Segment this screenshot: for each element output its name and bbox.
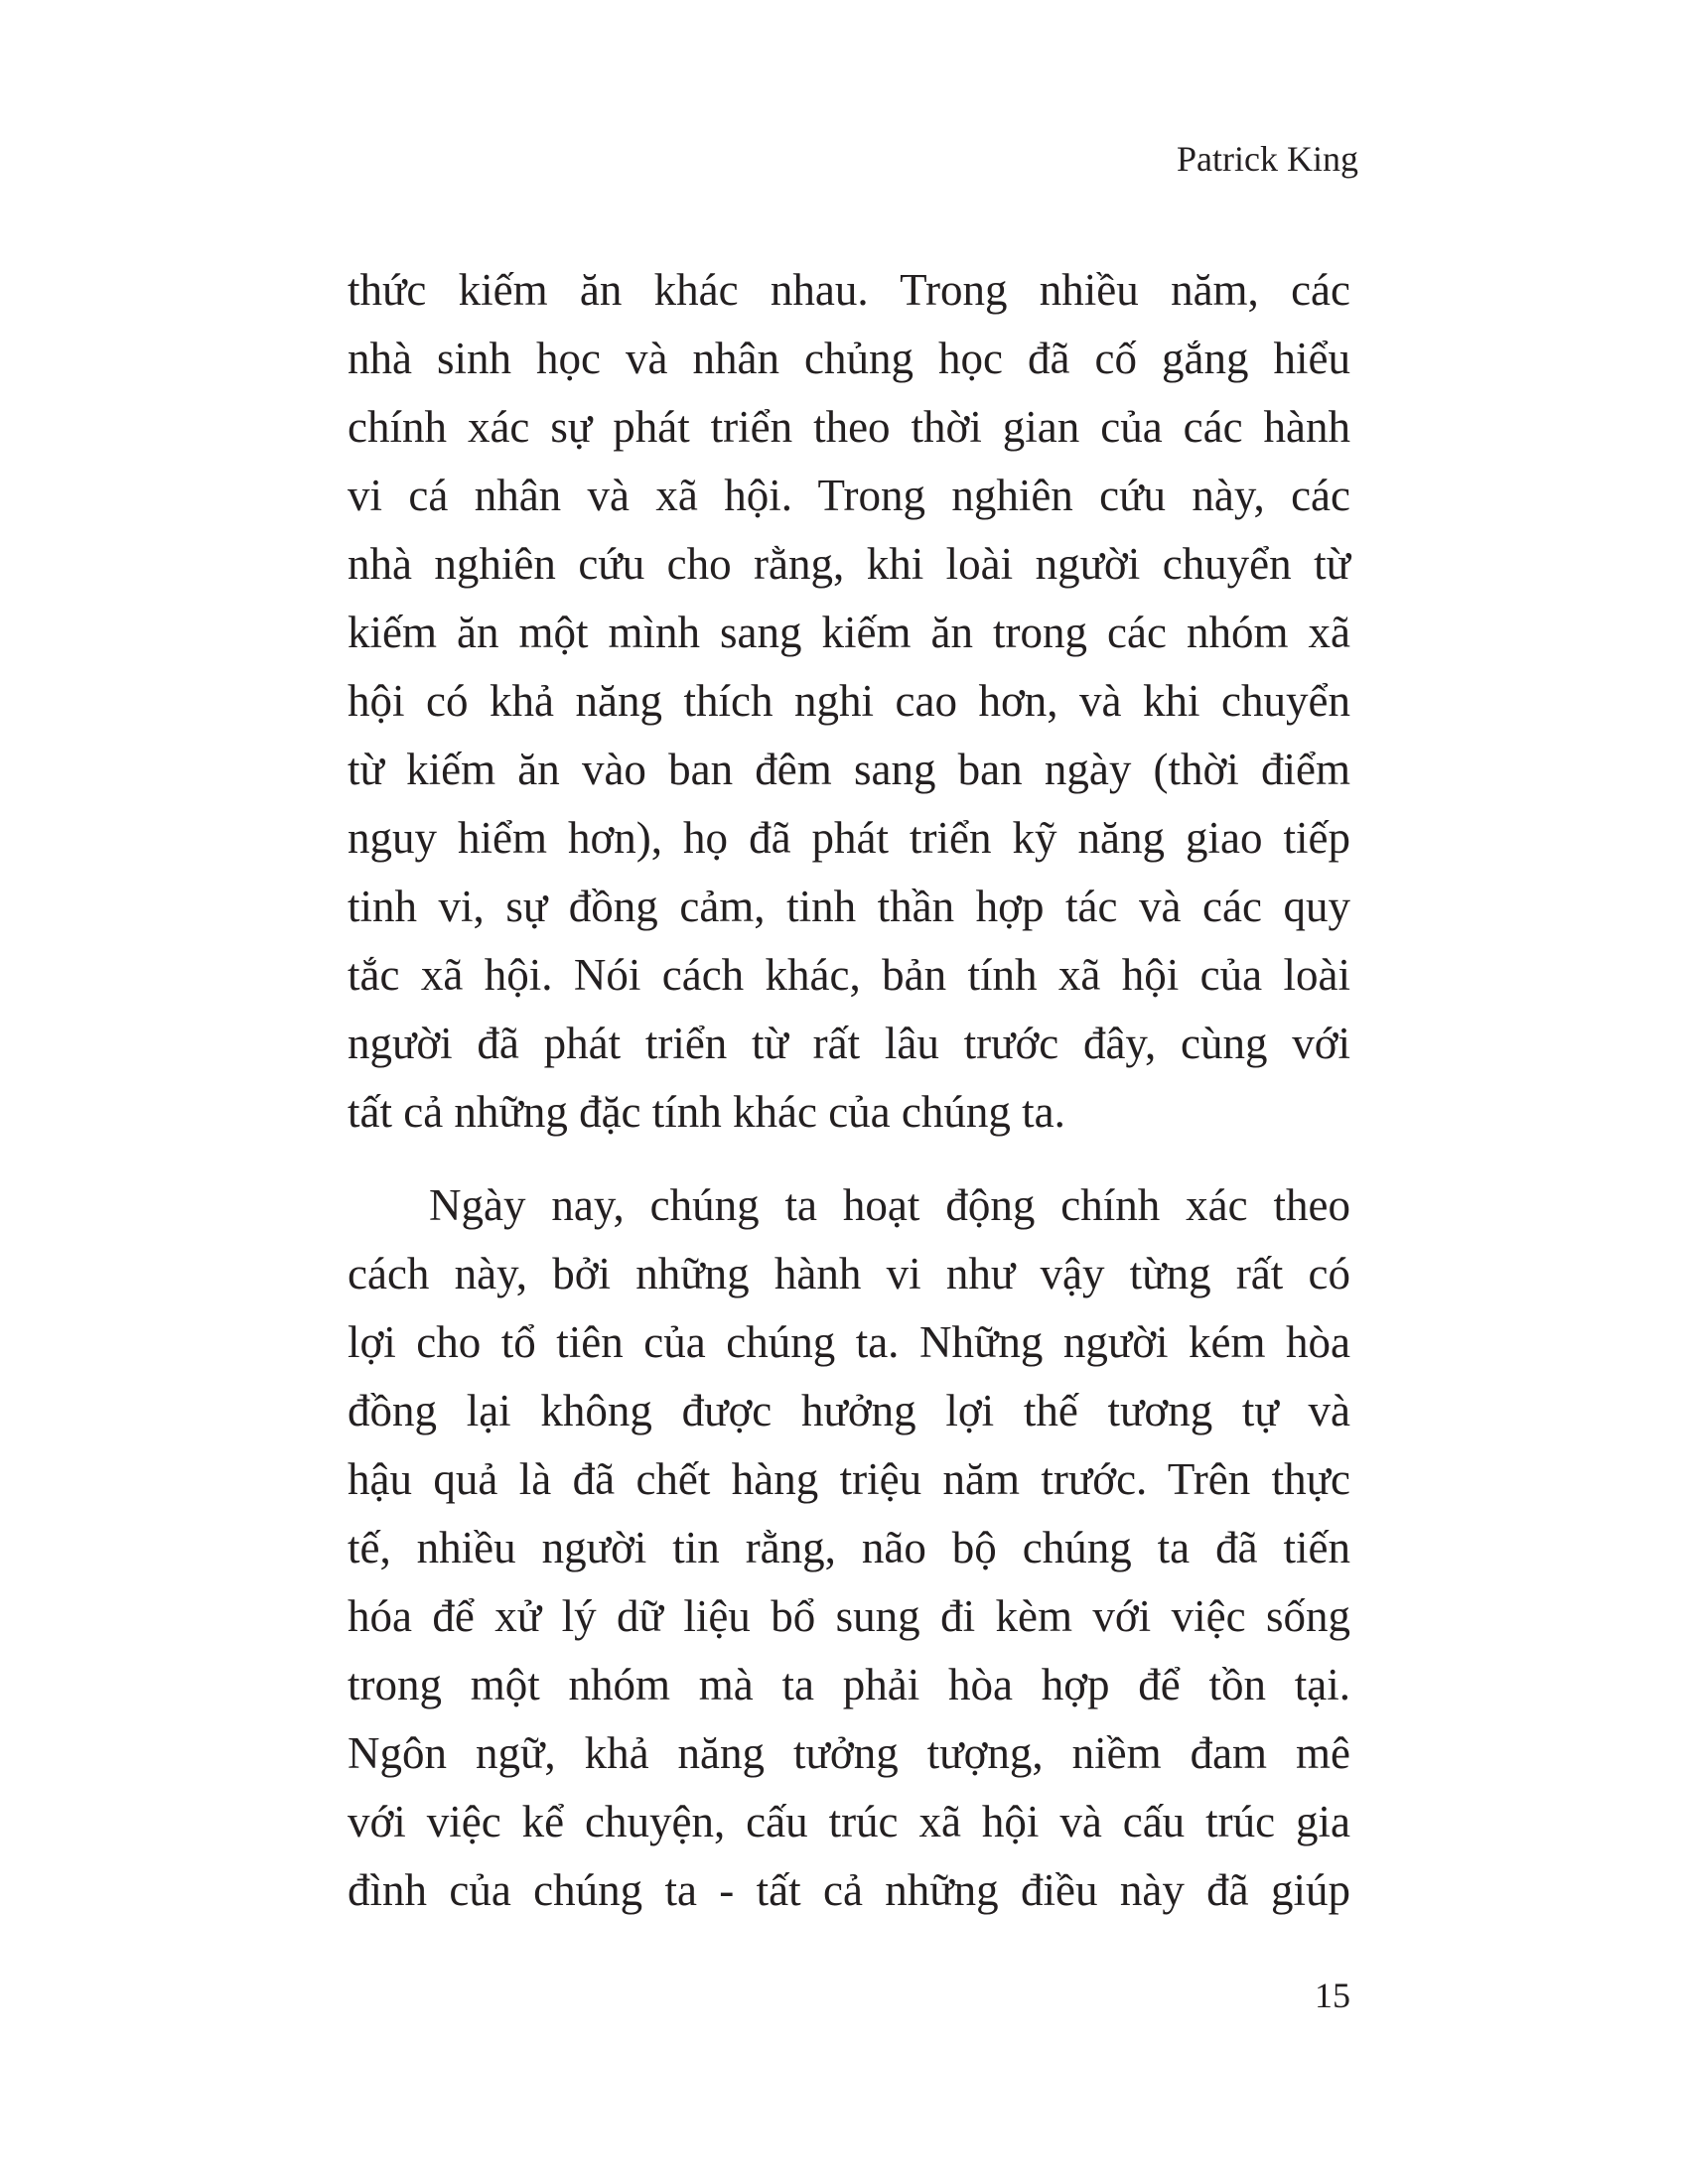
text-line: tế, nhiều người tin rằng, não bộ chúng ta đã tiến (348, 1523, 1350, 1572)
text-line: Ngôn ngữ, khả năng tưởng tượng, niềm đam mê (348, 1728, 1350, 1778)
text-line: chính xác sự phát triển theo thời gian của các hành (348, 402, 1350, 452)
page-number: 15 (1315, 1976, 1350, 2015)
paragraph (348, 256, 1350, 1147)
text-line: lợi cho tổ tiên của chúng ta. Những người kém hòa (348, 1317, 1350, 1367)
text-line: đình của chúng ta - tất cả những điều này đã giúp (348, 1865, 1350, 1915)
text-line: trong một nhóm mà ta phải hòa hợp để tồn tại. (348, 1660, 1350, 1709)
text-line: nguy hiểm hơn), họ đã phát triển kỹ năng giao tiếp (348, 813, 1350, 863)
text-line: hội có khả năng thích nghi cao hơn, và khi chuyển (348, 676, 1350, 726)
text-line: đồng lại không được hưởng lợi thế tương tự và (348, 1386, 1350, 1435)
paragraph (348, 1171, 1350, 1925)
body-text (348, 256, 1350, 1925)
text-line: tắc xã hội. Nói cách khác, bản tính xã hội của loài (348, 950, 1350, 1000)
text-line: hóa để xử lý dữ liệu bổ sung đi kèm với việc sống (348, 1591, 1350, 1641)
text-line: cách này, bởi những hành vi như vậy từng rất có (348, 1249, 1350, 1298)
running-header-author: Patrick King (1177, 139, 1358, 179)
text-line: tinh vi, sự đồng cảm, tinh thần hợp tác và các quy (348, 882, 1350, 931)
text-line: hậu quả là đã chết hàng triệu năm trước. Trên thực (348, 1454, 1350, 1504)
text-line: với việc kể chuyện, cấu trúc xã hội và cấu trúc gia (348, 1797, 1350, 1846)
text-line: tất cả những đặc tính khác của chúng ta. (348, 1087, 1065, 1137)
text-line: vi cá nhân và xã hội. Trong nghiên cứu này, các (348, 471, 1350, 520)
text-line: nhà sinh học và nhân chủng học đã cố gắng hiểu (348, 334, 1350, 383)
text-line: nhà nghiên cứu cho rằng, khi loài người chuyển từ (348, 539, 1350, 589)
text-line: kiếm ăn một mình sang kiếm ăn trong các nhóm xã (348, 608, 1350, 657)
text-line: từ kiếm ăn vào ban đêm sang ban ngày (thời điểm (348, 745, 1350, 794)
text-line: Ngày nay, chúng ta hoạt động chính xác theo (429, 1180, 1350, 1230)
text-line: người đã phát triển từ rất lâu trước đây, cùng với (348, 1019, 1350, 1068)
text-line: thức kiếm ăn khác nhau. Trong nhiều năm, các (348, 265, 1350, 315)
